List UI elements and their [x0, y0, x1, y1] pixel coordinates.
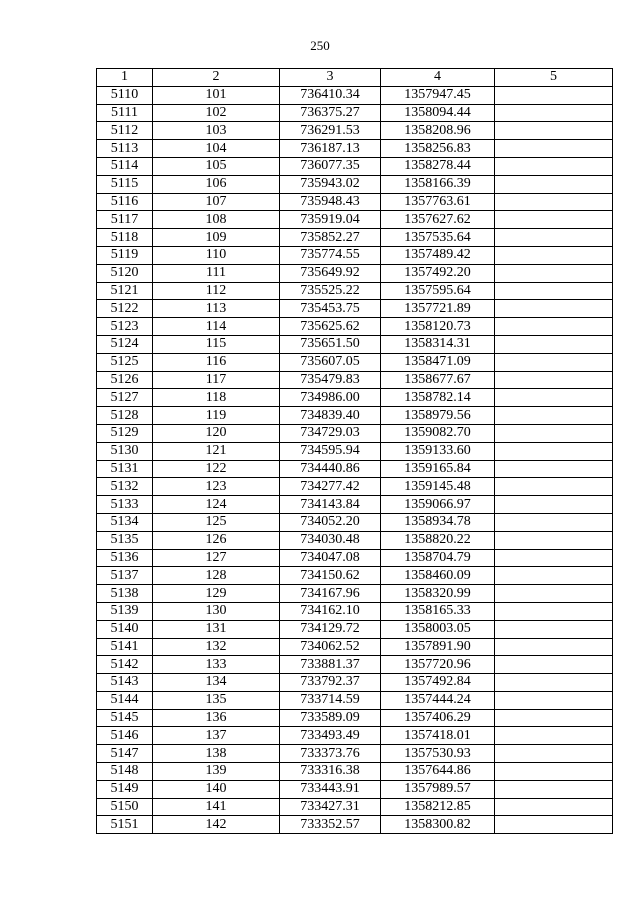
table-row	[97, 745, 613, 763]
table-cell-col-3: 735651.50	[280, 335, 381, 353]
table-cell-col-5	[495, 585, 613, 603]
table-cell-col-1: 5143	[97, 674, 153, 692]
table-cell-col-2: 125	[153, 513, 280, 531]
table-cell-col-4: 1358320.99	[381, 585, 495, 603]
table-cell-col-4: 1357627.62	[381, 211, 495, 229]
table-cell-col-1: 5122	[97, 300, 153, 318]
table-cell-col-5	[495, 478, 613, 496]
table-cell-col-2: 132	[153, 638, 280, 656]
table-cell-col-2: 101	[153, 86, 280, 104]
table-cell-col-3: 733792.37	[280, 674, 381, 692]
table-cell-col-4: 1358165.33	[381, 602, 495, 620]
table-cell-col-1: 5146	[97, 727, 153, 745]
table-row	[97, 122, 613, 140]
table-cell-col-5	[495, 335, 613, 353]
table-cell-col-4: 1357763.61	[381, 193, 495, 211]
table-cell-col-1: 5121	[97, 282, 153, 300]
table-cell-col-4: 1357535.64	[381, 229, 495, 247]
table-cell-col-2: 117	[153, 371, 280, 389]
table-cell-col-3: 734129.72	[280, 620, 381, 638]
table-cell-col-1: 5114	[97, 157, 153, 175]
table-cell-col-4: 1358094.44	[381, 104, 495, 122]
table-cell-col-2: 107	[153, 193, 280, 211]
table-cell-col-4: 1358934.78	[381, 513, 495, 531]
table-row	[97, 282, 613, 300]
column-header-1: 1	[97, 69, 153, 87]
table-cell-col-2: 139	[153, 763, 280, 781]
table-cell-col-5	[495, 211, 613, 229]
table-cell-col-5	[495, 816, 613, 834]
table-cell-col-2: 103	[153, 122, 280, 140]
table-cell-col-1: 5136	[97, 549, 153, 567]
table-cell-col-3: 736291.53	[280, 122, 381, 140]
table-cell-col-4: 1358677.67	[381, 371, 495, 389]
table-cell-col-4: 1359145.48	[381, 478, 495, 496]
table-cell-col-5	[495, 602, 613, 620]
table-row	[97, 407, 613, 425]
table-cell-col-1: 5147	[97, 745, 153, 763]
table-cell-col-3: 733589.09	[280, 709, 381, 727]
table-cell-col-5	[495, 780, 613, 798]
table-cell-col-5	[495, 620, 613, 638]
table-cell-col-3: 734277.42	[280, 478, 381, 496]
table-cell-col-1: 5131	[97, 460, 153, 478]
table-cell-col-4: 1358460.09	[381, 567, 495, 585]
table-row	[97, 691, 613, 709]
table-row	[97, 531, 613, 549]
table-cell-col-5	[495, 798, 613, 816]
table-cell-col-4: 1357891.90	[381, 638, 495, 656]
table-cell-col-1: 5110	[97, 86, 153, 104]
table-cell-col-5	[495, 496, 613, 514]
table-cell-col-2: 140	[153, 780, 280, 798]
table-cell-col-3: 733316.38	[280, 763, 381, 781]
table-cell-col-4: 1359133.60	[381, 442, 495, 460]
table-cell-col-3: 733493.49	[280, 727, 381, 745]
table-cell-col-4: 1357720.96	[381, 656, 495, 674]
table-cell-col-4: 1359082.70	[381, 424, 495, 442]
table-cell-col-3: 734167.96	[280, 585, 381, 603]
table-cell-col-2: 137	[153, 727, 280, 745]
table-cell-col-1: 5119	[97, 246, 153, 264]
table-row	[97, 211, 613, 229]
table-cell-col-1: 5111	[97, 104, 153, 122]
table-row	[97, 86, 613, 104]
table-cell-col-4: 1358471.09	[381, 353, 495, 371]
table-row	[97, 353, 613, 371]
table-cell-col-2: 113	[153, 300, 280, 318]
table-cell-col-2: 124	[153, 496, 280, 514]
table-cell-col-3: 733427.31	[280, 798, 381, 816]
table-cell-col-2: 119	[153, 407, 280, 425]
table-cell-col-5	[495, 691, 613, 709]
table-cell-col-1: 5116	[97, 193, 153, 211]
table-cell-col-5	[495, 460, 613, 478]
table-cell-col-3: 736077.35	[280, 157, 381, 175]
column-header-5: 5	[495, 69, 613, 87]
table-row	[97, 513, 613, 531]
table-cell-col-4: 1357721.89	[381, 300, 495, 318]
table-cell-col-2: 129	[153, 585, 280, 603]
table-row	[97, 442, 613, 460]
table-cell-col-3: 734595.94	[280, 442, 381, 460]
table-cell-col-4: 1357492.20	[381, 264, 495, 282]
table-cell-col-2: 131	[153, 620, 280, 638]
table-cell-col-1: 5130	[97, 442, 153, 460]
table-cell-col-3: 736375.27	[280, 104, 381, 122]
table-cell-col-5	[495, 86, 613, 104]
table-cell-col-4: 1357530.93	[381, 745, 495, 763]
table-cell-col-2: 126	[153, 531, 280, 549]
table-cell-col-4: 1358212.85	[381, 798, 495, 816]
table-cell-col-4: 1358782.14	[381, 389, 495, 407]
table-cell-col-2: 108	[153, 211, 280, 229]
table-cell-col-3: 735948.43	[280, 193, 381, 211]
table-cell-col-5	[495, 567, 613, 585]
table-cell-col-4: 1358120.73	[381, 318, 495, 336]
table-cell-col-5	[495, 157, 613, 175]
table-row	[97, 140, 613, 158]
table-cell-col-2: 138	[153, 745, 280, 763]
table-cell-col-5	[495, 122, 613, 140]
table-cell-col-5	[495, 389, 613, 407]
table-cell-col-3: 733881.37	[280, 656, 381, 674]
table-cell-col-1: 5151	[97, 816, 153, 834]
table-cell-col-1: 5144	[97, 691, 153, 709]
table-cell-col-4: 1359165.84	[381, 460, 495, 478]
table-cell-col-2: 134	[153, 674, 280, 692]
table-cell-col-4: 1358278.44	[381, 157, 495, 175]
table-cell-col-5	[495, 531, 613, 549]
table-cell-col-3: 734839.40	[280, 407, 381, 425]
table-cell-col-4: 1357406.29	[381, 709, 495, 727]
table-row	[97, 567, 613, 585]
table-cell-col-1: 5139	[97, 602, 153, 620]
table-cell-col-5	[495, 442, 613, 460]
table-cell-col-3: 735852.27	[280, 229, 381, 247]
table-cell-col-2: 142	[153, 816, 280, 834]
table-row	[97, 656, 613, 674]
table-cell-col-4: 1357418.01	[381, 727, 495, 745]
table-cell-col-2: 104	[153, 140, 280, 158]
table-row	[97, 193, 613, 211]
coordinates-table	[96, 68, 613, 834]
table-row	[97, 602, 613, 620]
table-row	[97, 318, 613, 336]
table-cell-col-4: 1358314.31	[381, 335, 495, 353]
table-cell-col-5	[495, 745, 613, 763]
table-cell-col-1: 5134	[97, 513, 153, 531]
table-row	[97, 727, 613, 745]
table-cell-col-1: 5141	[97, 638, 153, 656]
table-row	[97, 798, 613, 816]
table-cell-col-1: 5115	[97, 175, 153, 193]
table-cell-col-2: 130	[153, 602, 280, 620]
table-cell-col-5	[495, 513, 613, 531]
table-cell-col-2: 110	[153, 246, 280, 264]
table-cell-col-2: 122	[153, 460, 280, 478]
table-cell-col-5	[495, 264, 613, 282]
table-cell-col-5	[495, 193, 613, 211]
table-cell-col-1: 5123	[97, 318, 153, 336]
table-row	[97, 585, 613, 603]
table-cell-col-5	[495, 371, 613, 389]
table-row	[97, 780, 613, 798]
table-row	[97, 157, 613, 175]
table-cell-col-1: 5142	[97, 656, 153, 674]
table-row	[97, 389, 613, 407]
table-cell-col-2: 102	[153, 104, 280, 122]
table-cell-col-2: 133	[153, 656, 280, 674]
table-cell-col-2: 109	[153, 229, 280, 247]
table-cell-col-4: 1358166.39	[381, 175, 495, 193]
table-cell-col-4: 1358003.05	[381, 620, 495, 638]
table-cell-col-4: 1358256.83	[381, 140, 495, 158]
table-cell-col-1: 5127	[97, 389, 153, 407]
table-cell-col-2: 112	[153, 282, 280, 300]
table-cell-col-4: 1357492.84	[381, 674, 495, 692]
table-cell-col-5	[495, 318, 613, 336]
table-cell-col-1: 5135	[97, 531, 153, 549]
table-cell-col-5	[495, 140, 613, 158]
table-cell-col-2: 127	[153, 549, 280, 567]
table-cell-col-3: 735453.75	[280, 300, 381, 318]
table-cell-col-1: 5129	[97, 424, 153, 442]
table-cell-col-2: 114	[153, 318, 280, 336]
table-row	[97, 104, 613, 122]
table-cell-col-5	[495, 300, 613, 318]
table-body	[97, 86, 613, 833]
table-cell-col-4: 1357947.45	[381, 86, 495, 104]
table-row	[97, 816, 613, 834]
column-header-3: 3	[280, 69, 381, 87]
table-cell-col-2: 111	[153, 264, 280, 282]
table-cell-col-2: 136	[153, 709, 280, 727]
table-cell-col-3: 734030.48	[280, 531, 381, 549]
table-row	[97, 709, 613, 727]
table-cell-col-2: 135	[153, 691, 280, 709]
table-row	[97, 335, 613, 353]
column-header-4: 4	[381, 69, 495, 87]
table-cell-col-3: 734986.00	[280, 389, 381, 407]
table-row	[97, 371, 613, 389]
table-cell-col-4: 1357595.64	[381, 282, 495, 300]
table-row	[97, 264, 613, 282]
table-cell-col-4: 1358704.79	[381, 549, 495, 567]
column-header-2: 2	[153, 69, 280, 87]
table-cell-col-5	[495, 638, 613, 656]
table-cell-col-5	[495, 709, 613, 727]
table-cell-col-2: 106	[153, 175, 280, 193]
table-cell-col-5	[495, 246, 613, 264]
table-cell-col-3: 735525.22	[280, 282, 381, 300]
table-cell-col-4: 1358820.22	[381, 531, 495, 549]
table-cell-col-3: 734150.62	[280, 567, 381, 585]
table-cell-col-4: 1358979.56	[381, 407, 495, 425]
table-row	[97, 300, 613, 318]
table-row	[97, 763, 613, 781]
table-cell-col-1: 5150	[97, 798, 153, 816]
table-cell-col-1: 5118	[97, 229, 153, 247]
table-cell-col-5	[495, 674, 613, 692]
table-row	[97, 549, 613, 567]
table-cell-col-1: 5140	[97, 620, 153, 638]
table-cell-col-2: 123	[153, 478, 280, 496]
table-cell-col-3: 734052.20	[280, 513, 381, 531]
table-row	[97, 246, 613, 264]
table-cell-col-2: 141	[153, 798, 280, 816]
table-cell-col-1: 5148	[97, 763, 153, 781]
table-cell-col-1: 5124	[97, 335, 153, 353]
table-cell-col-3: 733443.91	[280, 780, 381, 798]
table-cell-col-2: 121	[153, 442, 280, 460]
table-cell-col-1: 5112	[97, 122, 153, 140]
table-cell-col-1: 5133	[97, 496, 153, 514]
table-cell-col-3: 734162.10	[280, 602, 381, 620]
table-cell-col-5	[495, 727, 613, 745]
table-cell-col-1: 5132	[97, 478, 153, 496]
table-cell-col-4: 1357644.86	[381, 763, 495, 781]
table-cell-col-1: 5138	[97, 585, 153, 603]
table-cell-col-5	[495, 353, 613, 371]
table-cell-col-4: 1358300.82	[381, 816, 495, 834]
table-cell-col-1: 5113	[97, 140, 153, 158]
table-cell-col-3: 735919.04	[280, 211, 381, 229]
table-cell-col-3: 733714.59	[280, 691, 381, 709]
table-cell-col-5	[495, 175, 613, 193]
table-cell-col-5	[495, 229, 613, 247]
table-row	[97, 496, 613, 514]
table-cell-col-2: 105	[153, 157, 280, 175]
table-cell-col-3: 735625.62	[280, 318, 381, 336]
table-cell-col-4: 1359066.97	[381, 496, 495, 514]
table-cell-col-5	[495, 407, 613, 425]
table-cell-col-3: 734062.52	[280, 638, 381, 656]
table-cell-col-4: 1357489.42	[381, 246, 495, 264]
table-cell-col-3: 736187.13	[280, 140, 381, 158]
table-cell-col-2: 120	[153, 424, 280, 442]
table-row	[97, 175, 613, 193]
table-cell-col-3: 736410.34	[280, 86, 381, 104]
table-cell-col-1: 5117	[97, 211, 153, 229]
table-cell-col-5	[495, 549, 613, 567]
table-cell-col-3: 735943.02	[280, 175, 381, 193]
table-cell-col-1: 5126	[97, 371, 153, 389]
table-cell-col-3: 735774.55	[280, 246, 381, 264]
table-cell-col-1: 5145	[97, 709, 153, 727]
table-row	[97, 229, 613, 247]
table-cell-col-3: 734440.86	[280, 460, 381, 478]
table-cell-col-1: 5125	[97, 353, 153, 371]
table-cell-col-3: 733373.76	[280, 745, 381, 763]
page-number: 250	[310, 38, 330, 53]
table-cell-col-1: 5149	[97, 780, 153, 798]
table-cell-col-5	[495, 282, 613, 300]
header-row	[97, 69, 613, 87]
table-cell-col-3: 735649.92	[280, 264, 381, 282]
table-cell-col-3: 733352.57	[280, 816, 381, 834]
table-row	[97, 620, 613, 638]
table-cell-col-3: 734729.03	[280, 424, 381, 442]
table-row	[97, 460, 613, 478]
table-cell-col-5	[495, 763, 613, 781]
table-cell-col-2: 116	[153, 353, 280, 371]
table-cell-col-2: 115	[153, 335, 280, 353]
table-cell-col-2: 128	[153, 567, 280, 585]
table-row	[97, 478, 613, 496]
table-cell-col-3: 735479.83	[280, 371, 381, 389]
table-cell-col-1: 5120	[97, 264, 153, 282]
table-cell-col-4: 1357989.57	[381, 780, 495, 798]
table-row	[97, 638, 613, 656]
table-row	[97, 424, 613, 442]
table-cell-col-5	[495, 424, 613, 442]
table-cell-col-5	[495, 104, 613, 122]
table-cell-col-2: 118	[153, 389, 280, 407]
table-cell-col-1: 5128	[97, 407, 153, 425]
table-cell-col-4: 1358208.96	[381, 122, 495, 140]
table-cell-col-3: 734143.84	[280, 496, 381, 514]
table-cell-col-3: 734047.08	[280, 549, 381, 567]
table-cell-col-5	[495, 656, 613, 674]
table-cell-col-1: 5137	[97, 567, 153, 585]
table-row	[97, 674, 613, 692]
table-cell-col-3: 735607.05	[280, 353, 381, 371]
table-cell-col-4: 1357444.24	[381, 691, 495, 709]
